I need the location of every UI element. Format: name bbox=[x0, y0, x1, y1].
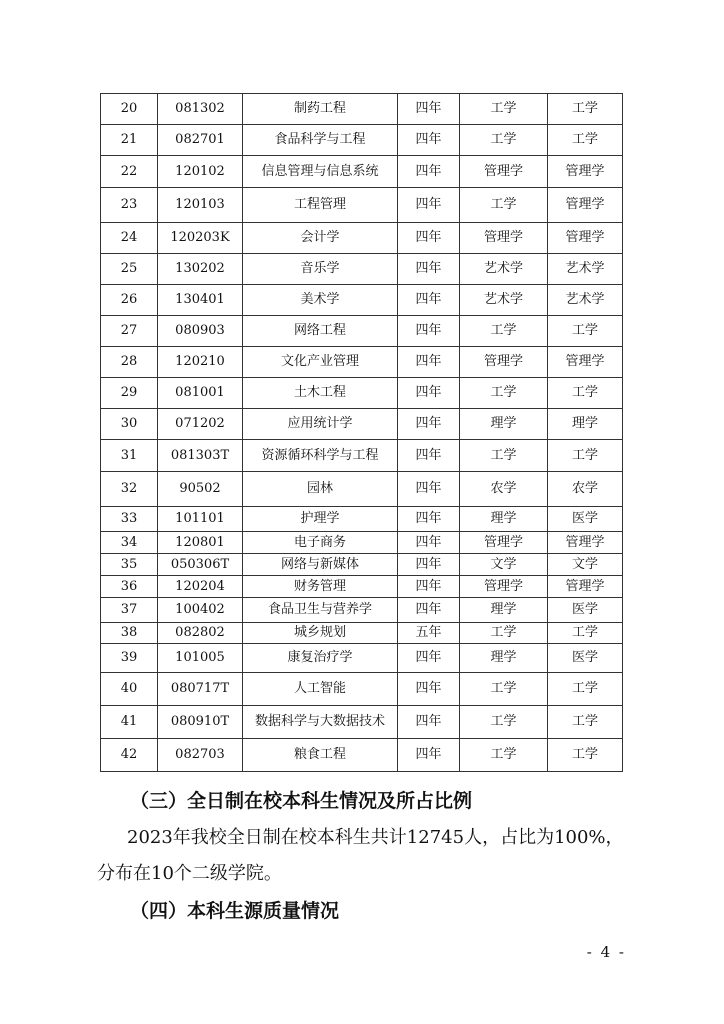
discipline-category-cell: 理学 bbox=[460, 644, 548, 673]
discipline-category-cell: 理学 bbox=[460, 507, 548, 532]
row-number-cell: 37 bbox=[101, 598, 158, 623]
discipline-category-cell: 管理学 bbox=[460, 347, 548, 378]
discipline-category-cell: 理学 bbox=[460, 598, 548, 623]
degree-type-cell: 管理学 bbox=[548, 576, 623, 598]
major-name-cell: 电子商务 bbox=[243, 532, 398, 554]
degree-type-cell: 工学 bbox=[548, 378, 623, 409]
discipline-category-cell: 工学 bbox=[460, 188, 548, 223]
discipline-category-cell: 文学 bbox=[460, 554, 548, 576]
discipline-category-cell: 理学 bbox=[460, 409, 548, 440]
table-row bbox=[101, 576, 623, 598]
major-code-cell: 101005 bbox=[158, 644, 243, 673]
duration-cell: 四年 bbox=[398, 576, 460, 598]
discipline-category-cell: 工学 bbox=[460, 316, 548, 347]
major-code-cell: 080903 bbox=[158, 316, 243, 347]
row-number-cell: 26 bbox=[101, 285, 158, 316]
major-code-cell: 120801 bbox=[158, 532, 243, 554]
major-name-cell: 康复治疗学 bbox=[243, 644, 398, 673]
duration-cell: 四年 bbox=[398, 598, 460, 623]
discipline-category-cell: 工学 bbox=[460, 739, 548, 772]
row-number-cell: 38 bbox=[101, 623, 158, 644]
table-row bbox=[101, 623, 623, 644]
row-number-cell: 36 bbox=[101, 576, 158, 598]
duration-cell: 四年 bbox=[398, 706, 460, 739]
row-number-cell: 30 bbox=[101, 409, 158, 440]
discipline-category-cell: 工学 bbox=[460, 125, 548, 156]
majors-table bbox=[100, 93, 623, 772]
duration-cell: 四年 bbox=[398, 409, 460, 440]
table-row bbox=[101, 125, 623, 156]
row-number-cell: 20 bbox=[101, 94, 158, 125]
major-code-cell: 120203K bbox=[158, 223, 243, 254]
major-name-cell: 城乡规划 bbox=[243, 623, 398, 644]
degree-type-cell: 工学 bbox=[548, 94, 623, 125]
row-number-cell: 24 bbox=[101, 223, 158, 254]
discipline-category-cell: 工学 bbox=[460, 623, 548, 644]
discipline-category-cell: 管理学 bbox=[460, 223, 548, 254]
major-name-cell: 园林 bbox=[243, 472, 398, 507]
degree-type-cell: 工学 bbox=[548, 739, 623, 772]
duration-cell: 五年 bbox=[398, 623, 460, 644]
major-code-cell: 120210 bbox=[158, 347, 243, 378]
duration-cell: 四年 bbox=[398, 532, 460, 554]
duration-cell: 四年 bbox=[398, 673, 460, 706]
degree-type-cell: 管理学 bbox=[548, 223, 623, 254]
row-number-cell: 29 bbox=[101, 378, 158, 409]
major-name-cell: 土木工程 bbox=[243, 378, 398, 409]
duration-cell: 四年 bbox=[398, 94, 460, 125]
major-code-cell: 082701 bbox=[158, 125, 243, 156]
table-row bbox=[101, 223, 623, 254]
row-number-cell: 32 bbox=[101, 472, 158, 507]
row-number-cell: 39 bbox=[101, 644, 158, 673]
duration-cell: 四年 bbox=[398, 554, 460, 576]
major-code-cell: 90502 bbox=[158, 472, 243, 507]
duration-cell: 四年 bbox=[398, 644, 460, 673]
majors-table-body bbox=[101, 94, 623, 772]
major-code-cell: 101101 bbox=[158, 507, 243, 532]
row-number-cell: 31 bbox=[101, 440, 158, 472]
major-name-cell: 人工智能 bbox=[243, 673, 398, 706]
major-name-cell: 数据科学与大数据技术 bbox=[243, 706, 398, 739]
section-3-paragraph-line-2: 分布在10个二级学院。 bbox=[97, 863, 282, 884]
degree-type-cell: 工学 bbox=[548, 125, 623, 156]
major-code-cell: 080717T bbox=[158, 673, 243, 706]
major-name-cell: 护理学 bbox=[243, 507, 398, 532]
table-row bbox=[101, 472, 623, 507]
major-name-cell: 工程管理 bbox=[243, 188, 398, 223]
degree-type-cell: 工学 bbox=[548, 623, 623, 644]
major-code-cell: 082802 bbox=[158, 623, 243, 644]
table-row bbox=[101, 316, 623, 347]
duration-cell: 四年 bbox=[398, 254, 460, 285]
table-row bbox=[101, 440, 623, 472]
row-number-cell: 34 bbox=[101, 532, 158, 554]
degree-type-cell: 工学 bbox=[548, 706, 623, 739]
degree-type-cell: 管理学 bbox=[548, 347, 623, 378]
duration-cell: 四年 bbox=[398, 125, 460, 156]
discipline-category-cell: 管理学 bbox=[460, 156, 548, 188]
major-name-cell: 美术学 bbox=[243, 285, 398, 316]
degree-type-cell: 工学 bbox=[548, 440, 623, 472]
major-code-cell: 080910T bbox=[158, 706, 243, 739]
table-row bbox=[101, 347, 623, 378]
table-row bbox=[101, 673, 623, 706]
table-row bbox=[101, 156, 623, 188]
major-code-cell: 100402 bbox=[158, 598, 243, 623]
row-number-cell: 27 bbox=[101, 316, 158, 347]
major-code-cell: 120204 bbox=[158, 576, 243, 598]
row-number-cell: 35 bbox=[101, 554, 158, 576]
discipline-category-cell: 工学 bbox=[460, 706, 548, 739]
major-code-cell: 071202 bbox=[158, 409, 243, 440]
discipline-category-cell: 工学 bbox=[460, 440, 548, 472]
major-name-cell: 制药工程 bbox=[243, 94, 398, 125]
section-3-heading: （三）全日制在校本科生情况及所占比例 bbox=[130, 790, 473, 812]
major-name-cell: 文化产业管理 bbox=[243, 347, 398, 378]
table-row bbox=[101, 532, 623, 554]
major-code-cell: 050306T bbox=[158, 554, 243, 576]
degree-type-cell: 理学 bbox=[548, 409, 623, 440]
table-row bbox=[101, 739, 623, 772]
major-code-cell: 082703 bbox=[158, 739, 243, 772]
major-name-cell: 食品卫生与营养学 bbox=[243, 598, 398, 623]
major-name-cell: 网络与新媒体 bbox=[243, 554, 398, 576]
duration-cell: 四年 bbox=[398, 156, 460, 188]
row-number-cell: 40 bbox=[101, 673, 158, 706]
duration-cell: 四年 bbox=[398, 472, 460, 507]
degree-type-cell: 农学 bbox=[548, 472, 623, 507]
discipline-category-cell: 农学 bbox=[460, 472, 548, 507]
table-row bbox=[101, 94, 623, 125]
duration-cell: 四年 bbox=[398, 347, 460, 378]
row-number-cell: 33 bbox=[101, 507, 158, 532]
row-number-cell: 21 bbox=[101, 125, 158, 156]
section-3-paragraph-line-1: 2023年我校全日制在校本科生共计12745人，占比为100%， bbox=[127, 827, 624, 848]
major-code-cell: 130401 bbox=[158, 285, 243, 316]
discipline-category-cell: 管理学 bbox=[460, 532, 548, 554]
duration-cell: 四年 bbox=[398, 507, 460, 532]
discipline-category-cell: 艺术学 bbox=[460, 285, 548, 316]
degree-type-cell: 管理学 bbox=[548, 188, 623, 223]
degree-type-cell: 医学 bbox=[548, 507, 623, 532]
discipline-category-cell: 艺术学 bbox=[460, 254, 548, 285]
table-row bbox=[101, 254, 623, 285]
major-name-cell: 会计学 bbox=[243, 223, 398, 254]
row-number-cell: 41 bbox=[101, 706, 158, 739]
degree-type-cell: 艺术学 bbox=[548, 254, 623, 285]
major-code-cell: 081001 bbox=[158, 378, 243, 409]
row-number-cell: 28 bbox=[101, 347, 158, 378]
major-name-cell: 音乐学 bbox=[243, 254, 398, 285]
duration-cell: 四年 bbox=[398, 316, 460, 347]
major-code-cell: 120103 bbox=[158, 188, 243, 223]
major-code-cell: 081302 bbox=[158, 94, 243, 125]
major-code-cell: 130202 bbox=[158, 254, 243, 285]
degree-type-cell: 工学 bbox=[548, 673, 623, 706]
table-row bbox=[101, 706, 623, 739]
major-name-cell: 信息管理与信息系统 bbox=[243, 156, 398, 188]
duration-cell: 四年 bbox=[398, 440, 460, 472]
discipline-category-cell: 工学 bbox=[460, 94, 548, 125]
duration-cell: 四年 bbox=[398, 188, 460, 223]
duration-cell: 四年 bbox=[398, 378, 460, 409]
section-4-heading: （四）本科生源质量情况 bbox=[130, 900, 340, 922]
table-row bbox=[101, 554, 623, 576]
duration-cell: 四年 bbox=[398, 223, 460, 254]
table-row bbox=[101, 598, 623, 623]
duration-cell: 四年 bbox=[398, 285, 460, 316]
page-number: - 4 - bbox=[586, 943, 626, 961]
major-code-cell: 081303T bbox=[158, 440, 243, 472]
degree-type-cell: 工学 bbox=[548, 316, 623, 347]
degree-type-cell: 艺术学 bbox=[548, 285, 623, 316]
major-code-cell: 120102 bbox=[158, 156, 243, 188]
major-name-cell: 财务管理 bbox=[243, 576, 398, 598]
table-row bbox=[101, 507, 623, 532]
major-name-cell: 应用统计学 bbox=[243, 409, 398, 440]
row-number-cell: 22 bbox=[101, 156, 158, 188]
major-name-cell: 食品科学与工程 bbox=[243, 125, 398, 156]
discipline-category-cell: 管理学 bbox=[460, 576, 548, 598]
row-number-cell: 42 bbox=[101, 739, 158, 772]
degree-type-cell: 管理学 bbox=[548, 532, 623, 554]
major-name-cell: 资源循环科学与工程 bbox=[243, 440, 398, 472]
duration-cell: 四年 bbox=[398, 739, 460, 772]
major-name-cell: 粮食工程 bbox=[243, 739, 398, 772]
discipline-category-cell: 工学 bbox=[460, 378, 548, 409]
table-row bbox=[101, 409, 623, 440]
table-row bbox=[101, 188, 623, 223]
degree-type-cell: 医学 bbox=[548, 644, 623, 673]
row-number-cell: 25 bbox=[101, 254, 158, 285]
major-name-cell: 网络工程 bbox=[243, 316, 398, 347]
table-row bbox=[101, 378, 623, 409]
discipline-category-cell: 工学 bbox=[460, 673, 548, 706]
degree-type-cell: 文学 bbox=[548, 554, 623, 576]
degree-type-cell: 管理学 bbox=[548, 156, 623, 188]
table-row bbox=[101, 285, 623, 316]
table-row bbox=[101, 644, 623, 673]
degree-type-cell: 医学 bbox=[548, 598, 623, 623]
row-number-cell: 23 bbox=[101, 188, 158, 223]
